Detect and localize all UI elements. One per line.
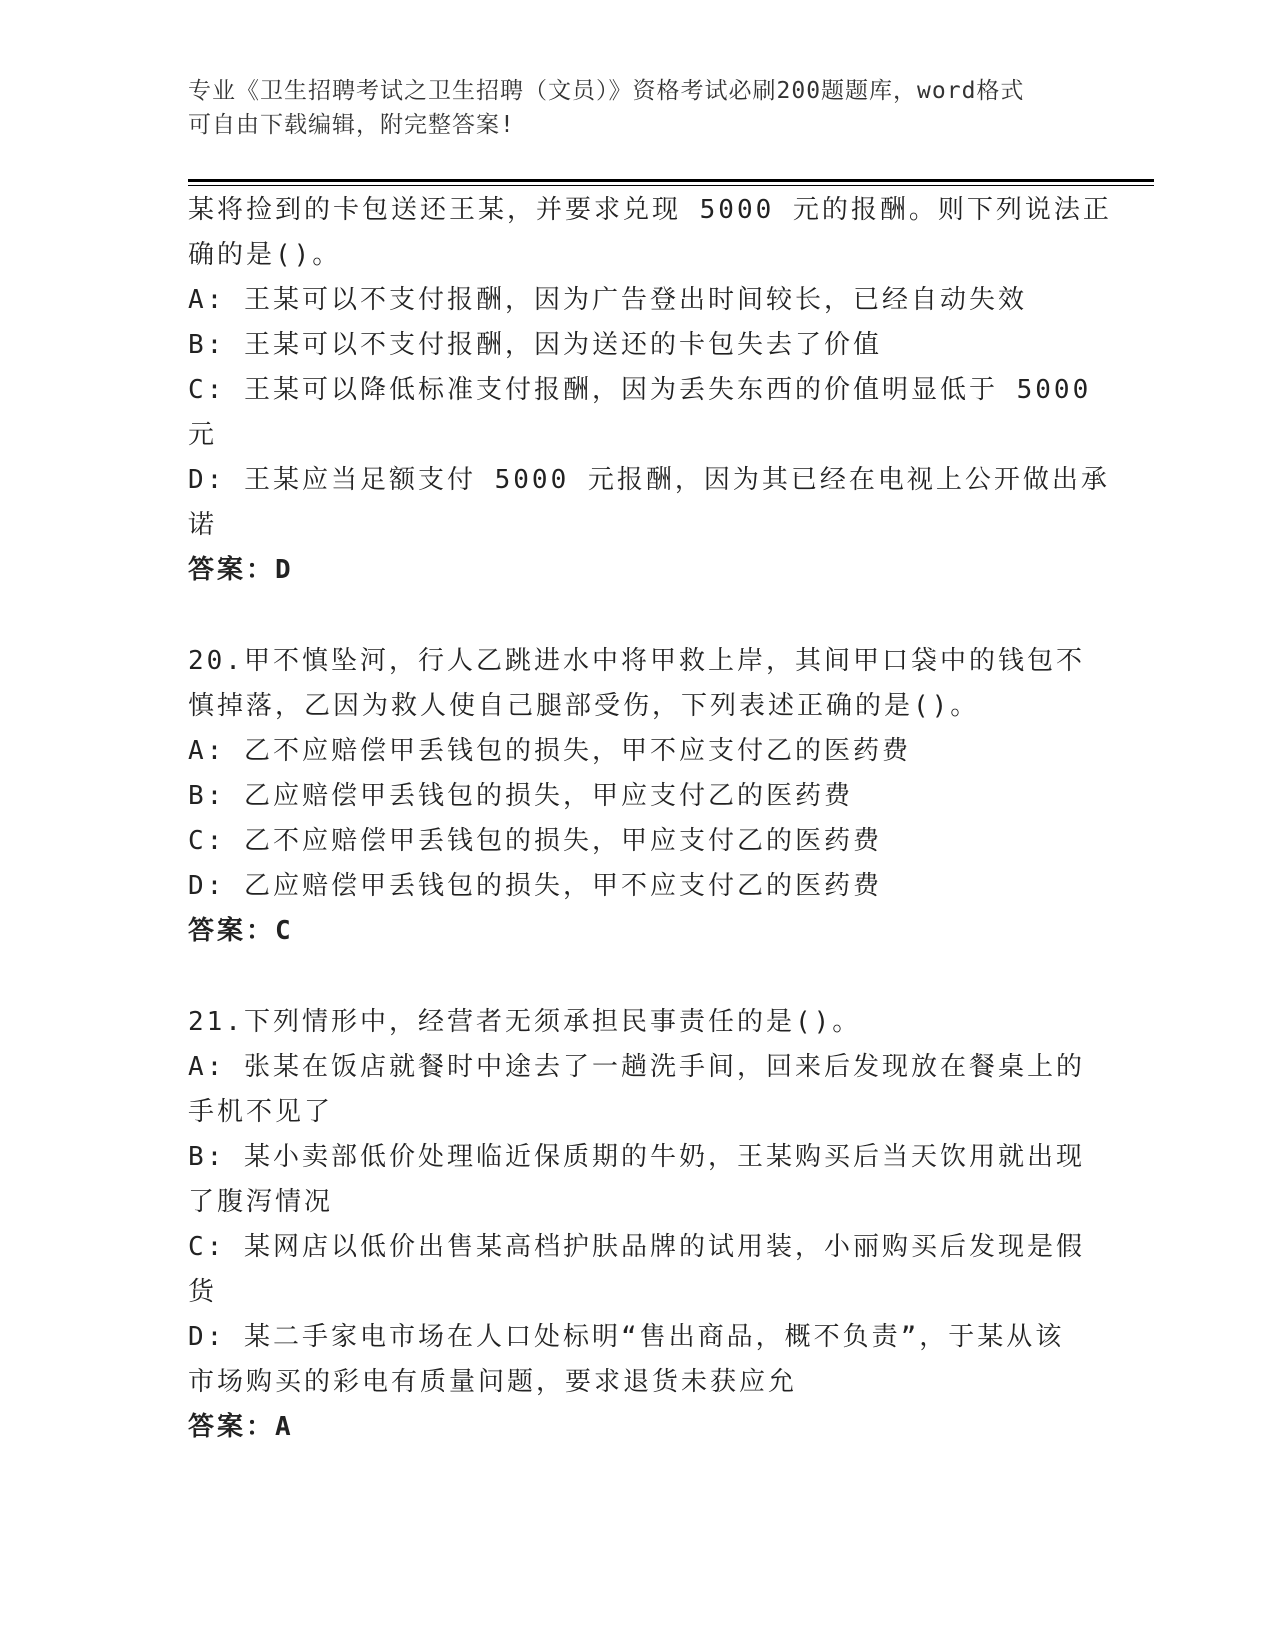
option-d: D: 王某应当足额支付 5000 元报酬，因为其已经在电视上公开做出承: [188, 465, 1110, 495]
spacer: [188, 954, 1083, 1000]
option-a: A: 张某在饭店就餐时中途去了一趟洗手间，回来后发现放在餐桌上的: [188, 1052, 1085, 1082]
option-b: B: 王某可以不支付报酬，因为送还的卡包失去了价值: [188, 330, 882, 360]
header-rule-thin: [188, 185, 1154, 186]
option-d: D: 乙应赔偿甲丢钱包的损失，甲不应支付乙的医药费: [188, 871, 882, 901]
header-rule-thick: [188, 179, 1154, 182]
option-d-continued: 诺: [188, 510, 218, 540]
header-line-2: 可自由下载编辑，附完整答案!: [188, 112, 515, 138]
option-c: C: 乙不应赔偿甲丢钱包的损失，甲应支付乙的医药费: [188, 826, 882, 856]
answer: 答案：A: [188, 1412, 294, 1442]
option-c-continued: 元: [188, 420, 218, 450]
option-c: C: 某网店以低价出售某高档护肤品牌的试用装，小丽购买后发现是假: [188, 1232, 1085, 1262]
question-20: [188, 639, 1083, 954]
option-c-continued: 货: [188, 1277, 218, 1307]
option-d-continued: 市场购买的彩电有质量问题，要求退货未获应允: [188, 1367, 798, 1397]
question-stem-line: 某将捡到的卡包送还王某，并要求兑现 5000 元的报酬。则下列说法正: [188, 195, 1112, 225]
option-d: D: 某二手家电市场在人口处标明“售出商品，概不负责”，于某从该: [188, 1322, 1065, 1352]
document-header: [188, 74, 1068, 142]
answer: 答案：C: [188, 916, 294, 946]
question-21: [188, 1000, 1083, 1450]
document-body: [188, 188, 1112, 1450]
question-stem-line: 慎掉落，乙因为救人使自己腿部受伤，下列表述正确的是()。: [188, 691, 980, 721]
option-b: B: 某小卖部低价处理临近保质期的牛奶，王某购买后当天饮用就出现: [188, 1142, 1085, 1172]
question-stem-line: 20.甲不慎坠河，行人乙跳进水中将甲救上岸，其间甲口袋中的钱包不: [188, 646, 1085, 676]
answer: 答案：D: [188, 555, 294, 585]
option-b: B: 乙应赔偿甲丢钱包的损失，甲应支付乙的医药费: [188, 781, 853, 811]
header-line-1: 专业《卫生招聘考试之卫生招聘（文员）》资格考试必刷200题题库，word格式: [188, 78, 1025, 104]
option-a: A: 乙不应赔偿甲丢钱包的损失，甲不应支付乙的医药费: [188, 736, 911, 766]
spacer: [188, 593, 1083, 639]
option-c: C: 王某可以降低标准支付报酬，因为丢失东西的价值明显低于 5000: [188, 375, 1092, 405]
question-19-continued: [188, 188, 1112, 593]
option-b-continued: 了腹泻情况: [188, 1187, 334, 1217]
option-a: A: 王某可以不支付报酬，因为广告登出时间较长，已经自动失效: [188, 285, 1027, 315]
question-stem-line: 21.下列情形中，经营者无须承担民事责任的是()。: [188, 1007, 862, 1037]
option-a-continued: 手机不见了: [188, 1097, 334, 1127]
question-stem-line: 确的是()。: [188, 240, 342, 270]
